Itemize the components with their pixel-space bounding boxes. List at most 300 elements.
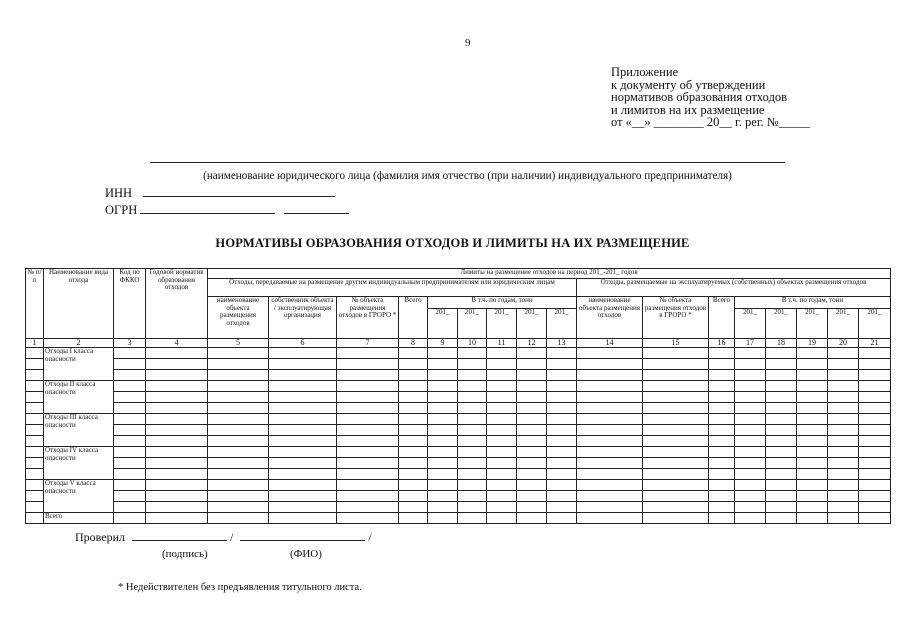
table-cell[interactable] xyxy=(735,425,766,436)
table-cell[interactable] xyxy=(146,502,208,513)
table-cell[interactable] xyxy=(146,425,208,436)
table-cell[interactable] xyxy=(208,469,269,480)
table-cell[interactable] xyxy=(828,458,859,469)
inn-field[interactable] xyxy=(143,186,335,197)
table-cell[interactable] xyxy=(114,491,146,502)
table-cell[interactable] xyxy=(859,403,891,414)
table-cell[interactable] xyxy=(735,392,766,403)
table-cell[interactable] xyxy=(337,425,399,436)
table-cell[interactable] xyxy=(797,392,828,403)
table-cell[interactable] xyxy=(643,392,709,403)
table-cell[interactable] xyxy=(269,502,337,513)
table-cell[interactable] xyxy=(428,425,458,436)
table-cell[interactable] xyxy=(547,458,577,469)
table-cell[interactable] xyxy=(269,469,337,480)
table-cell[interactable] xyxy=(643,458,709,469)
table-cell[interactable] xyxy=(828,491,859,502)
table-cell[interactable] xyxy=(577,469,643,480)
table-cell[interactable] xyxy=(577,436,643,447)
table-cell[interactable] xyxy=(428,392,458,403)
table-cell[interactable] xyxy=(735,447,766,458)
table-cell[interactable] xyxy=(766,392,797,403)
table-cell[interactable] xyxy=(709,348,735,359)
table-cell[interactable] xyxy=(643,425,709,436)
table-cell[interactable] xyxy=(859,370,891,381)
table-cell[interactable] xyxy=(458,480,487,491)
table-cell[interactable] xyxy=(797,381,828,392)
table-cell[interactable] xyxy=(269,436,337,447)
table-cell[interactable] xyxy=(114,425,146,436)
table-cell[interactable] xyxy=(577,447,643,458)
entity-name-line[interactable] xyxy=(150,162,785,163)
table-cell[interactable] xyxy=(517,392,547,403)
table-cell[interactable] xyxy=(428,447,458,458)
table-cell[interactable] xyxy=(208,403,269,414)
table-cell[interactable] xyxy=(709,480,735,491)
table-cell[interactable] xyxy=(269,403,337,414)
table-cell[interactable] xyxy=(859,469,891,480)
table-cell[interactable] xyxy=(114,414,146,425)
table-cell[interactable] xyxy=(269,348,337,359)
table-cell[interactable] xyxy=(643,403,709,414)
table-cell[interactable] xyxy=(797,469,828,480)
table-cell[interactable] xyxy=(428,469,458,480)
table-cell[interactable] xyxy=(399,458,428,469)
table-cell[interactable] xyxy=(26,436,44,447)
table-cell[interactable] xyxy=(547,392,577,403)
table-cell[interactable] xyxy=(458,447,487,458)
table-cell[interactable] xyxy=(399,436,428,447)
table-cell[interactable] xyxy=(337,458,399,469)
table-cell[interactable] xyxy=(146,392,208,403)
table-cell[interactable] xyxy=(766,348,797,359)
table-cell[interactable] xyxy=(797,414,828,425)
table-cell[interactable] xyxy=(709,458,735,469)
table-cell[interactable] xyxy=(828,447,859,458)
table-cell[interactable] xyxy=(26,348,44,359)
table-cell[interactable] xyxy=(337,414,399,425)
table-cell[interactable] xyxy=(399,414,428,425)
table-cell[interactable] xyxy=(517,381,547,392)
fio-field[interactable] xyxy=(240,530,365,541)
table-cell[interactable] xyxy=(114,359,146,370)
table-cell[interactable] xyxy=(859,359,891,370)
table-cell[interactable] xyxy=(26,502,44,513)
table-cell[interactable] xyxy=(735,502,766,513)
table-cell[interactable] xyxy=(399,480,428,491)
table-cell[interactable] xyxy=(487,425,517,436)
table-cell[interactable] xyxy=(208,458,269,469)
table-cell[interactable] xyxy=(735,491,766,502)
table-cell[interactable] xyxy=(337,403,399,414)
table-cell[interactable] xyxy=(859,392,891,403)
table-cell[interactable] xyxy=(577,392,643,403)
table-cell[interactable] xyxy=(399,425,428,436)
table-cell[interactable] xyxy=(735,458,766,469)
table-cell[interactable] xyxy=(458,348,487,359)
table-cell[interactable] xyxy=(399,348,428,359)
table-cell[interactable] xyxy=(709,502,735,513)
table-cell[interactable] xyxy=(547,359,577,370)
table-cell[interactable] xyxy=(859,491,891,502)
table-cell[interactable] xyxy=(146,414,208,425)
table-cell[interactable] xyxy=(547,425,577,436)
table-cell[interactable] xyxy=(458,425,487,436)
table-cell[interactable] xyxy=(828,370,859,381)
table-cell[interactable] xyxy=(766,447,797,458)
table-cell[interactable] xyxy=(26,381,44,392)
table-cell[interactable] xyxy=(797,403,828,414)
table-cell[interactable] xyxy=(399,447,428,458)
table-cell[interactable] xyxy=(828,436,859,447)
table-cell[interactable] xyxy=(487,359,517,370)
table-cell[interactable] xyxy=(766,370,797,381)
table-cell[interactable] xyxy=(577,370,643,381)
table-cell[interactable] xyxy=(709,359,735,370)
table-cell[interactable] xyxy=(709,381,735,392)
table-cell[interactable] xyxy=(735,381,766,392)
table-cell[interactable] xyxy=(643,469,709,480)
table-cell[interactable] xyxy=(487,502,517,513)
table-cell[interactable] xyxy=(643,447,709,458)
table-cell[interactable] xyxy=(26,491,44,502)
table-cell[interactable] xyxy=(797,370,828,381)
table-cell[interactable] xyxy=(766,403,797,414)
table-cell[interactable] xyxy=(26,469,44,480)
table-cell[interactable] xyxy=(337,392,399,403)
table-cell[interactable] xyxy=(337,348,399,359)
table-cell[interactable] xyxy=(458,359,487,370)
table-cell[interactable] xyxy=(517,436,547,447)
table-cell[interactable] xyxy=(487,491,517,502)
table-cell[interactable] xyxy=(797,359,828,370)
table-cell[interactable] xyxy=(399,392,428,403)
table-cell[interactable] xyxy=(797,502,828,513)
table-cell[interactable] xyxy=(428,436,458,447)
table-cell[interactable] xyxy=(643,480,709,491)
table-cell[interactable] xyxy=(337,381,399,392)
table-cell[interactable] xyxy=(487,381,517,392)
table-cell[interactable] xyxy=(828,381,859,392)
table-cell[interactable] xyxy=(766,502,797,513)
table-cell[interactable] xyxy=(766,359,797,370)
table-cell[interactable] xyxy=(547,348,577,359)
table-cell[interactable] xyxy=(517,447,547,458)
table-cell[interactable] xyxy=(146,403,208,414)
table-cell[interactable] xyxy=(146,370,208,381)
table-cell[interactable] xyxy=(487,469,517,480)
table-cell[interactable] xyxy=(269,381,337,392)
table-cell[interactable] xyxy=(146,458,208,469)
table-cell[interactable] xyxy=(643,381,709,392)
table-cell[interactable] xyxy=(146,491,208,502)
table-cell[interactable] xyxy=(859,414,891,425)
table-cell[interactable] xyxy=(458,392,487,403)
table-cell[interactable] xyxy=(428,414,458,425)
ogrn-field[interactable] xyxy=(140,203,275,214)
table-cell[interactable] xyxy=(577,491,643,502)
table-cell[interactable] xyxy=(208,414,269,425)
table-cell[interactable] xyxy=(399,403,428,414)
table-cell[interactable] xyxy=(337,359,399,370)
table-cell[interactable] xyxy=(547,370,577,381)
table-cell[interactable] xyxy=(577,403,643,414)
table-cell[interactable] xyxy=(577,458,643,469)
table-cell[interactable] xyxy=(208,480,269,491)
table-cell[interactable] xyxy=(828,469,859,480)
table-cell[interactable] xyxy=(547,381,577,392)
table-cell[interactable] xyxy=(828,480,859,491)
table-cell[interactable] xyxy=(547,480,577,491)
table-cell[interactable] xyxy=(337,447,399,458)
table-cell[interactable] xyxy=(643,348,709,359)
table-cell[interactable] xyxy=(114,348,146,359)
table-cell[interactable] xyxy=(337,502,399,513)
table-cell[interactable] xyxy=(26,414,44,425)
table-cell[interactable] xyxy=(859,480,891,491)
table-cell[interactable] xyxy=(269,491,337,502)
table-cell[interactable] xyxy=(337,469,399,480)
table-cell[interactable] xyxy=(547,502,577,513)
table-cell[interactable] xyxy=(643,370,709,381)
table-cell[interactable] xyxy=(337,370,399,381)
table-cell[interactable] xyxy=(208,436,269,447)
table-cell[interactable] xyxy=(735,348,766,359)
table-cell[interactable] xyxy=(517,458,547,469)
ogrn-field-extra[interactable] xyxy=(284,203,349,214)
table-cell[interactable] xyxy=(208,370,269,381)
table-cell[interactable] xyxy=(146,359,208,370)
signature-field[interactable] xyxy=(132,530,227,541)
table-cell[interactable] xyxy=(859,425,891,436)
table-cell[interactable] xyxy=(337,436,399,447)
table-cell[interactable] xyxy=(399,381,428,392)
table-cell[interactable] xyxy=(269,480,337,491)
table-cell[interactable] xyxy=(487,392,517,403)
table-cell[interactable] xyxy=(577,480,643,491)
table-cell[interactable] xyxy=(399,370,428,381)
table-cell[interactable] xyxy=(487,403,517,414)
table-cell[interactable] xyxy=(828,403,859,414)
table-cell[interactable] xyxy=(26,458,44,469)
table-cell[interactable] xyxy=(26,392,44,403)
table-cell[interactable] xyxy=(487,447,517,458)
table-cell[interactable] xyxy=(458,469,487,480)
table-cell[interactable] xyxy=(766,414,797,425)
table-cell[interactable] xyxy=(766,381,797,392)
table-cell[interactable] xyxy=(146,381,208,392)
table-cell[interactable] xyxy=(797,425,828,436)
table-cell[interactable] xyxy=(208,491,269,502)
table-cell[interactable] xyxy=(399,502,428,513)
table-cell[interactable] xyxy=(269,392,337,403)
table-cell[interactable] xyxy=(269,359,337,370)
table-cell[interactable] xyxy=(428,502,458,513)
table-cell[interactable] xyxy=(26,359,44,370)
table-cell[interactable] xyxy=(709,392,735,403)
table-cell[interactable] xyxy=(735,469,766,480)
table-cell[interactable] xyxy=(766,436,797,447)
table-cell[interactable] xyxy=(26,480,44,491)
table-cell[interactable] xyxy=(114,436,146,447)
table-cell[interactable] xyxy=(208,447,269,458)
table-cell[interactable] xyxy=(577,359,643,370)
table-cell[interactable] xyxy=(547,403,577,414)
table-cell[interactable] xyxy=(828,414,859,425)
table-cell[interactable] xyxy=(517,480,547,491)
table-cell[interactable] xyxy=(114,392,146,403)
table-cell[interactable] xyxy=(428,491,458,502)
table-cell[interactable] xyxy=(797,480,828,491)
table-cell[interactable] xyxy=(26,370,44,381)
table-cell[interactable] xyxy=(269,370,337,381)
table-cell[interactable] xyxy=(114,447,146,458)
table-cell[interactable] xyxy=(797,491,828,502)
table-cell[interactable] xyxy=(428,458,458,469)
table-cell[interactable] xyxy=(114,469,146,480)
table-cell[interactable] xyxy=(735,403,766,414)
table-cell[interactable] xyxy=(547,436,577,447)
table-cell[interactable] xyxy=(487,458,517,469)
table-cell[interactable] xyxy=(577,414,643,425)
table-cell[interactable] xyxy=(709,469,735,480)
table-cell[interactable] xyxy=(766,480,797,491)
table-cell[interactable] xyxy=(517,359,547,370)
table-cell[interactable] xyxy=(709,425,735,436)
table-cell[interactable] xyxy=(577,425,643,436)
table-cell[interactable] xyxy=(709,436,735,447)
table-cell[interactable] xyxy=(487,370,517,381)
table-cell[interactable] xyxy=(458,436,487,447)
table-cell[interactable] xyxy=(114,458,146,469)
table-cell[interactable] xyxy=(517,403,547,414)
table-cell[interactable] xyxy=(547,491,577,502)
table-cell[interactable] xyxy=(828,502,859,513)
table-cell[interactable] xyxy=(766,425,797,436)
table-cell[interactable] xyxy=(428,381,458,392)
table-cell[interactable] xyxy=(643,359,709,370)
table-cell[interactable] xyxy=(828,348,859,359)
table-cell[interactable] xyxy=(797,458,828,469)
table-cell[interactable] xyxy=(643,436,709,447)
table-cell[interactable] xyxy=(797,348,828,359)
table-cell[interactable] xyxy=(859,348,891,359)
table-cell[interactable] xyxy=(766,469,797,480)
table-cell[interactable] xyxy=(458,381,487,392)
table-cell[interactable] xyxy=(26,403,44,414)
table-cell[interactable] xyxy=(828,359,859,370)
table-cell[interactable] xyxy=(859,381,891,392)
table-cell[interactable] xyxy=(269,458,337,469)
table-cell[interactable] xyxy=(487,436,517,447)
table-cell[interactable] xyxy=(577,348,643,359)
table-cell[interactable] xyxy=(114,403,146,414)
table-cell[interactable] xyxy=(428,370,458,381)
table-cell[interactable] xyxy=(399,491,428,502)
table-cell[interactable] xyxy=(458,414,487,425)
table-cell[interactable] xyxy=(517,491,547,502)
table-cell[interactable] xyxy=(766,458,797,469)
table-cell[interactable] xyxy=(26,425,44,436)
table-cell[interactable] xyxy=(458,403,487,414)
table-cell[interactable] xyxy=(709,447,735,458)
table-cell[interactable] xyxy=(269,447,337,458)
table-cell[interactable] xyxy=(487,414,517,425)
table-cell[interactable] xyxy=(208,425,269,436)
table-cell[interactable] xyxy=(517,414,547,425)
table-cell[interactable] xyxy=(709,414,735,425)
table-cell[interactable] xyxy=(114,370,146,381)
table-cell[interactable] xyxy=(797,447,828,458)
table-cell[interactable] xyxy=(859,436,891,447)
table-cell[interactable] xyxy=(735,436,766,447)
table-cell[interactable] xyxy=(487,480,517,491)
table-cell[interactable] xyxy=(577,502,643,513)
table-cell[interactable] xyxy=(114,502,146,513)
table-cell[interactable] xyxy=(828,425,859,436)
table-cell[interactable] xyxy=(709,403,735,414)
table-cell[interactable] xyxy=(517,502,547,513)
table-cell[interactable] xyxy=(517,469,547,480)
table-cell[interactable] xyxy=(208,392,269,403)
table-cell[interactable] xyxy=(337,480,399,491)
table-cell[interactable] xyxy=(859,502,891,513)
table-cell[interactable] xyxy=(735,370,766,381)
table-cell[interactable] xyxy=(428,480,458,491)
table-cell[interactable] xyxy=(428,403,458,414)
table-cell[interactable] xyxy=(828,392,859,403)
table-cell[interactable] xyxy=(735,480,766,491)
table-cell[interactable] xyxy=(146,436,208,447)
table-cell[interactable] xyxy=(577,381,643,392)
table-cell[interactable] xyxy=(26,447,44,458)
table-cell[interactable] xyxy=(859,458,891,469)
table-cell[interactable] xyxy=(766,491,797,502)
table-cell[interactable] xyxy=(458,370,487,381)
table-cell[interactable] xyxy=(337,491,399,502)
table-cell[interactable] xyxy=(146,447,208,458)
table-cell[interactable] xyxy=(458,502,487,513)
table-cell[interactable] xyxy=(859,447,891,458)
table-cell[interactable] xyxy=(399,469,428,480)
table-cell[interactable] xyxy=(146,348,208,359)
table-cell[interactable] xyxy=(643,491,709,502)
table-cell[interactable] xyxy=(643,414,709,425)
table-cell[interactable] xyxy=(735,359,766,370)
table-cell[interactable] xyxy=(517,370,547,381)
table-cell[interactable] xyxy=(208,502,269,513)
table-cell[interactable] xyxy=(797,436,828,447)
table-cell[interactable] xyxy=(269,414,337,425)
table-cell[interactable] xyxy=(146,469,208,480)
table-cell[interactable] xyxy=(547,469,577,480)
table-cell[interactable] xyxy=(428,348,458,359)
table-cell[interactable] xyxy=(428,359,458,370)
table-cell[interactable] xyxy=(269,425,337,436)
table-cell[interactable] xyxy=(547,447,577,458)
table-cell[interactable] xyxy=(547,414,577,425)
table-cell[interactable] xyxy=(517,425,547,436)
table-cell[interactable] xyxy=(643,502,709,513)
table-cell[interactable] xyxy=(735,414,766,425)
table-cell[interactable] xyxy=(208,348,269,359)
table-cell[interactable] xyxy=(709,491,735,502)
table-cell[interactable] xyxy=(146,480,208,491)
table-cell[interactable] xyxy=(208,359,269,370)
table-cell[interactable] xyxy=(458,458,487,469)
table-cell[interactable] xyxy=(709,370,735,381)
table-cell[interactable] xyxy=(487,348,517,359)
